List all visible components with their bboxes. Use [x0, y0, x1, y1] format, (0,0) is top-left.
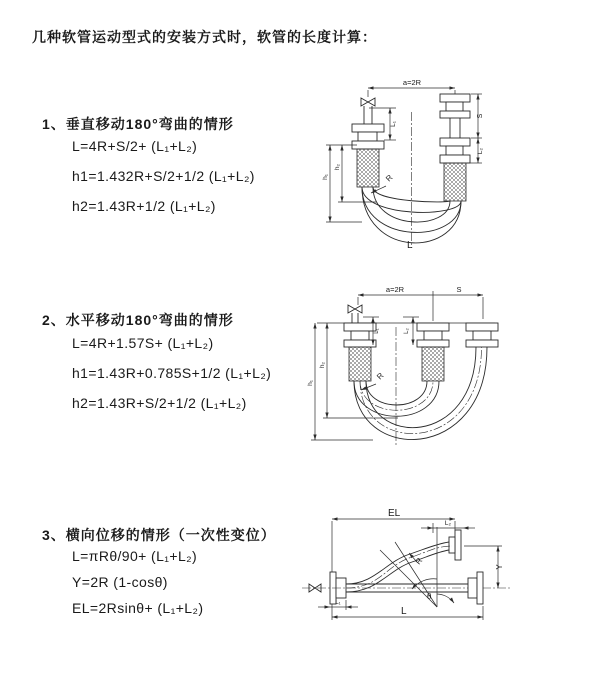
dim-l — [332, 606, 483, 620]
dim-label-l1: L₁ — [374, 328, 380, 334]
dim-label-h1: h₁ — [322, 174, 329, 180]
hose-u-bends — [354, 347, 487, 440]
formula-line: EL=2Rsinθ+ (L₁+L₂) — [72, 600, 204, 616]
formula-line: h2=1.43R+S/2+1/2 (L₁+L₂) — [72, 395, 247, 411]
dim-label-a2r: a=2R — [402, 78, 422, 87]
dim-label-l-bottom: L — [407, 240, 413, 251]
diagram-vertical-180-bend — [312, 74, 588, 256]
dim-label-r: R — [375, 370, 386, 382]
dim-label-theta: θ — [427, 592, 432, 601]
dim-label-y: Y — [495, 564, 504, 570]
diagram-lateral-displacement — [300, 502, 600, 657]
moved-end-flange — [449, 530, 461, 560]
dim-label-a2r: a=2R — [385, 285, 405, 294]
section-1-formulas — [72, 131, 255, 221]
section-2-heading: 2、水平移动180°弯曲的情形 — [42, 312, 234, 328]
hose-braid — [422, 347, 444, 381]
dim-label-r: R — [413, 556, 425, 567]
section-2-formulas — [72, 328, 271, 418]
diagram-horizontal-180-bend — [303, 283, 593, 463]
hose-s-curve — [346, 542, 452, 592]
section-3-heading: 3、横向位移的情形（一次性变位） — [42, 527, 276, 543]
dim-s — [471, 94, 484, 138]
page-title: 几种软管运动型式的安装方式时，软管的长度计算： — [32, 29, 377, 45]
formula-line: h1=1.43R+0.785S+1/2 (L₁+L₂) — [72, 365, 272, 381]
formula-line: L=4R+S/2+ (L₁+L₂) — [72, 138, 198, 154]
hose-braid — [349, 347, 371, 381]
dim-l1 — [318, 600, 358, 610]
formula-line: L=πRθ/90+ (L₁+L₂) — [72, 548, 198, 564]
dim-l2 — [421, 520, 475, 533]
formula-line: h1=1.432R+S/2+1/2 (L₁+L₂) — [72, 168, 255, 184]
angle-construction — [380, 527, 454, 607]
dim-a2r-s — [358, 285, 483, 321]
dim-label-l1: L₁ — [335, 600, 341, 606]
moved-end-fitting — [466, 323, 498, 347]
formula-line: Y=2R (1-cosθ) — [72, 574, 168, 590]
dim-label-h2: h₂ — [319, 361, 326, 369]
formula-line: L=4R+1.57S+ (L₁+L₂) — [72, 335, 214, 351]
dim-label-r: R — [384, 172, 395, 184]
dim-label-s: S — [477, 113, 484, 119]
formula-line: h2=1.43R+1/2 (L₁+L₂) — [72, 198, 216, 214]
dim-label-l2: L₂ — [477, 147, 484, 155]
dim-el — [332, 508, 455, 620]
dim-label-l: L — [401, 606, 407, 617]
dim-label-l1: L₁ — [390, 121, 397, 127]
valve-icon — [361, 98, 375, 124]
dim-label-h2: h₂ — [334, 163, 341, 171]
dim-label-h1: h₁ — [307, 380, 314, 386]
dim-label-l2: L₂ — [444, 520, 452, 527]
middle-end-fitting — [417, 323, 449, 381]
hose-braid — [444, 163, 466, 201]
dim-label-s: S — [456, 285, 462, 294]
original-end-flange — [468, 572, 483, 604]
dim-label-l2: L₂ — [404, 328, 410, 334]
left-end-fitting — [344, 323, 376, 381]
dim-label-el: EL — [388, 508, 401, 519]
hose-braid — [357, 149, 379, 187]
section-1-heading: 1、垂直移动180°弯曲的情形 — [42, 116, 234, 132]
section-3-formulas — [72, 543, 203, 621]
valve-icon — [348, 305, 362, 323]
right-end-fitting — [440, 94, 470, 201]
left-end-fitting — [352, 124, 384, 187]
